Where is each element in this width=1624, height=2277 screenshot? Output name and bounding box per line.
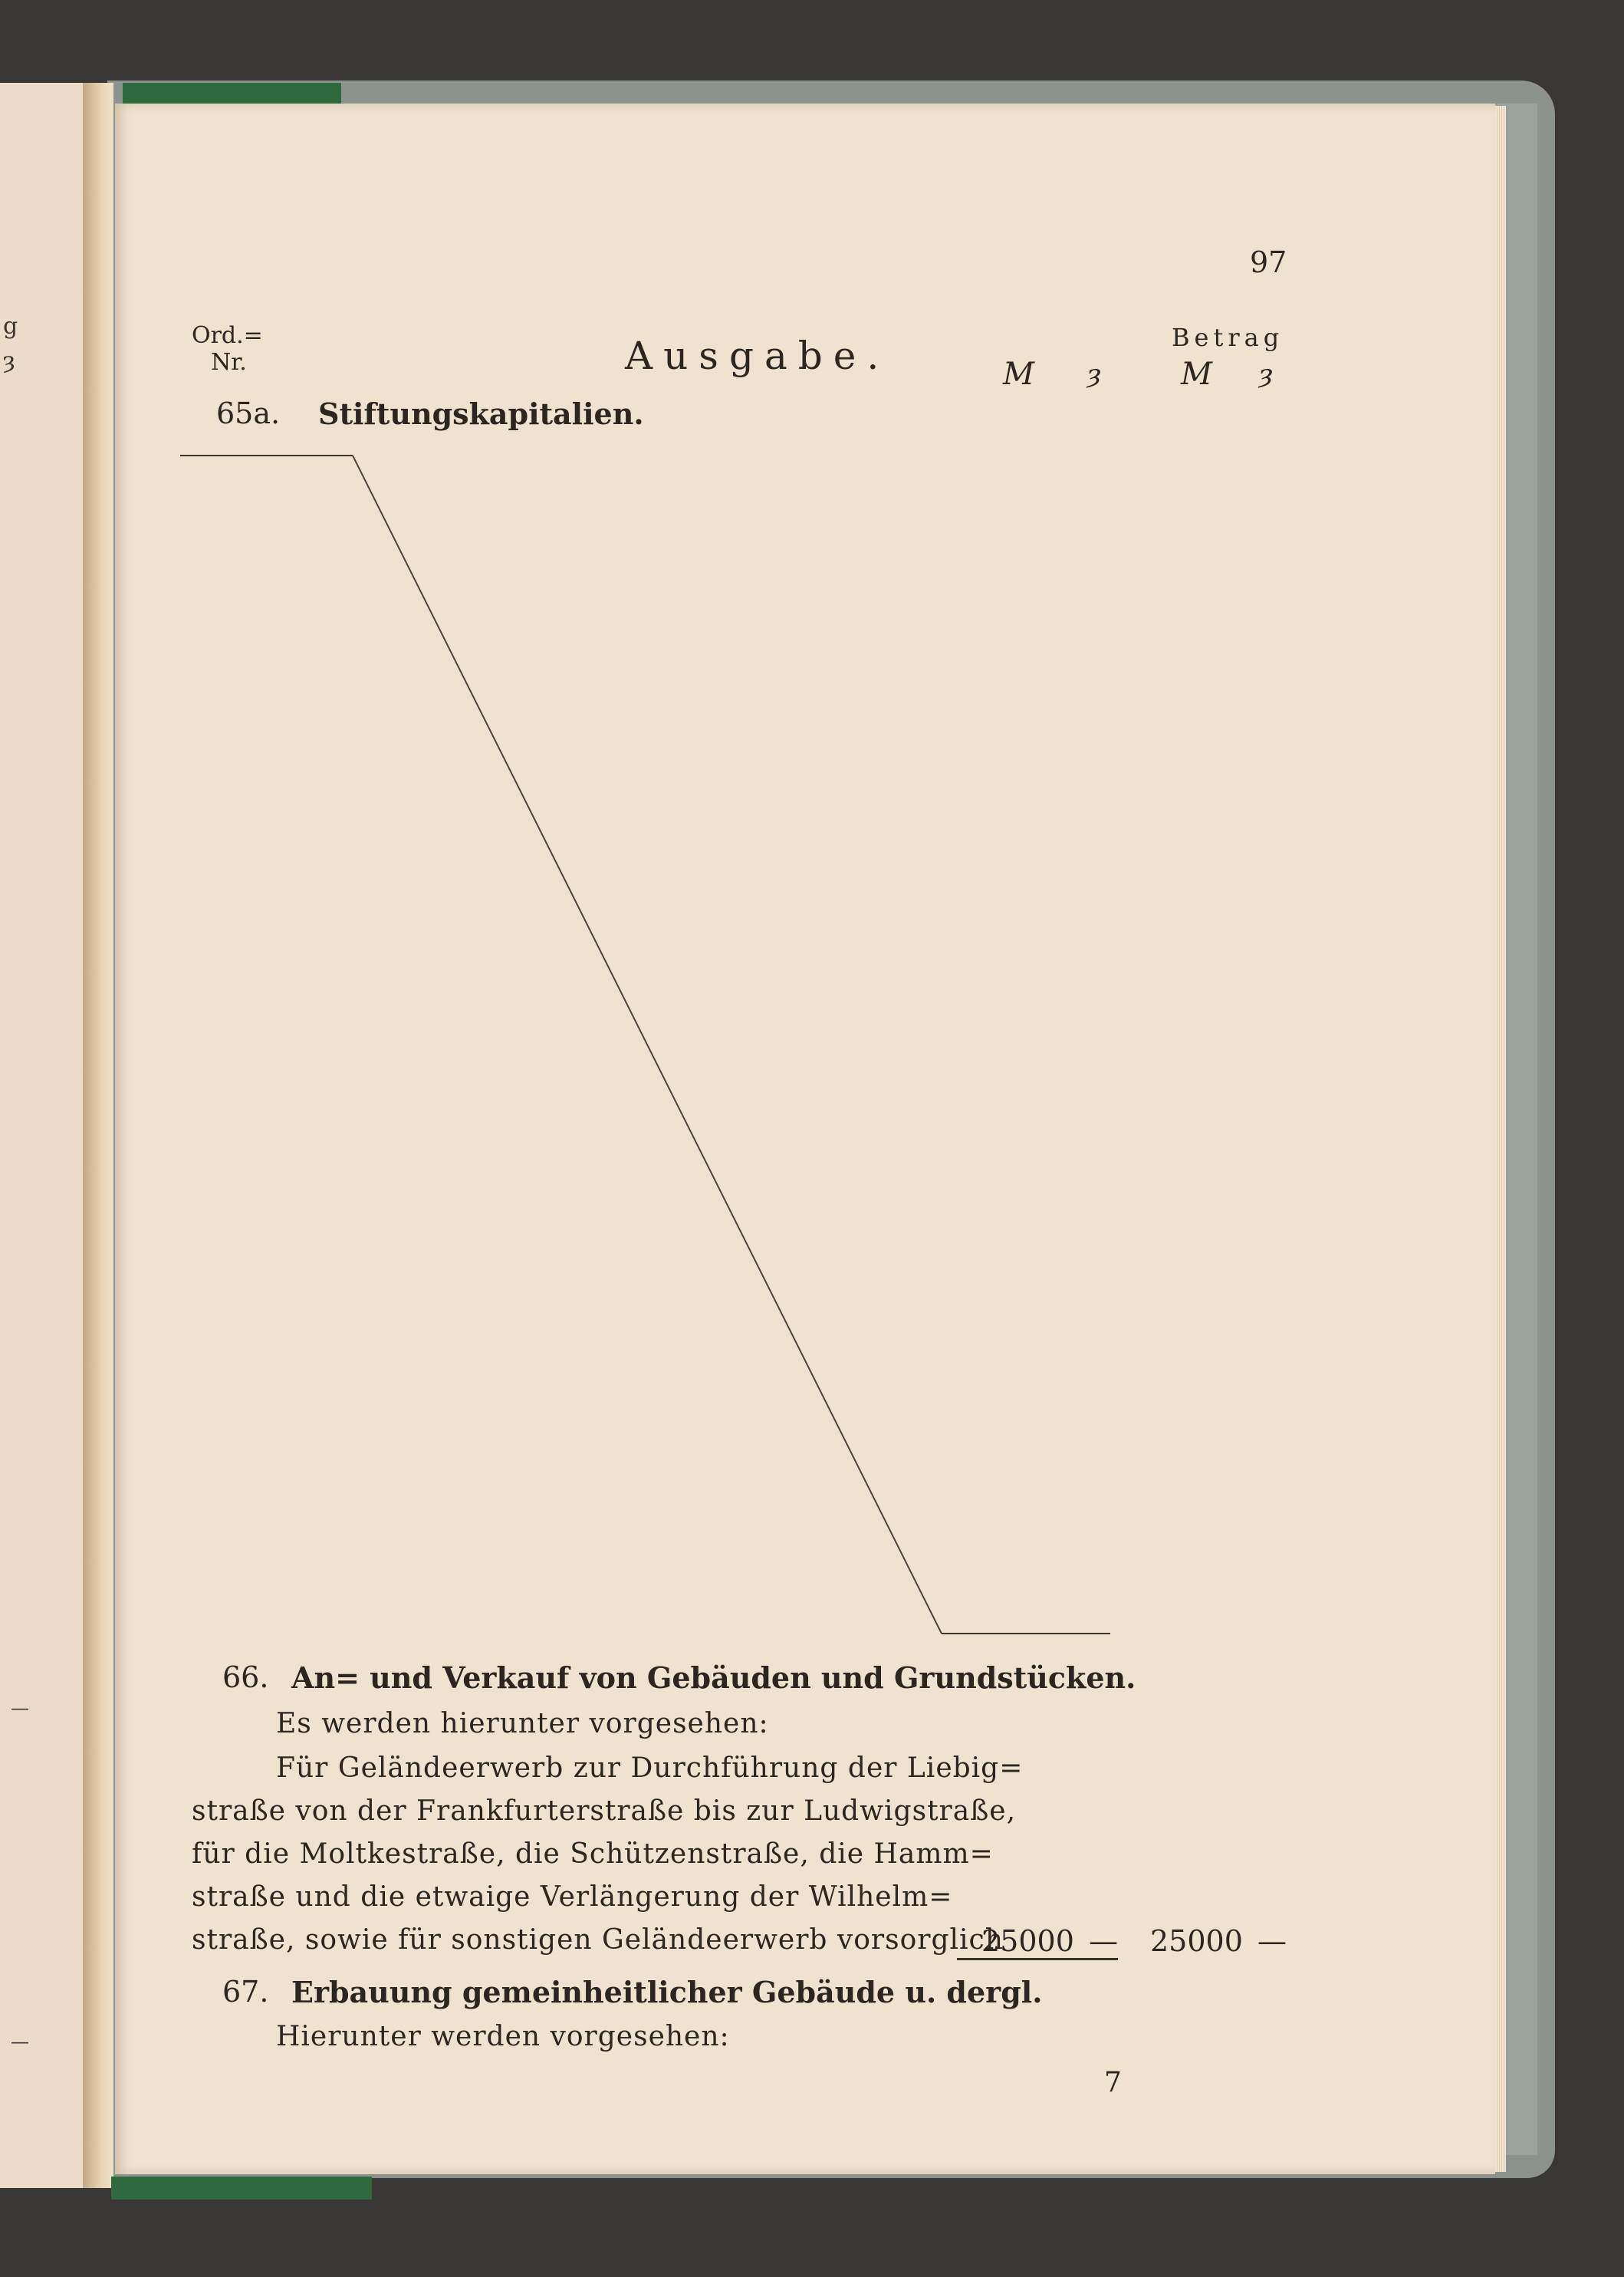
column-header-nr: Nr. <box>211 349 247 376</box>
page-stack-edges <box>1495 106 1506 2172</box>
currency-mark: M <box>1181 357 1212 392</box>
signature-mark: 7 <box>1104 2067 1122 2098</box>
body-line: straße und die etwaige Verlängerung der Wilhelm= <box>192 1881 953 1913</box>
left-page-fragment: g <box>3 313 18 340</box>
entry-number: 66. <box>222 1660 269 1694</box>
entry-number: 65a. <box>216 397 281 430</box>
green-binding-top <box>123 83 341 106</box>
currency-pfennig-mark: ȝ <box>1259 359 1273 390</box>
currency-pfennig-mark: ȝ <box>1087 359 1101 390</box>
left-page-fragment: ȝ <box>3 347 15 374</box>
amount-underline <box>957 1958 1118 1960</box>
column-header-ordnr: Ord.= <box>192 322 263 349</box>
amount-value: 25000 <box>981 1924 1074 1958</box>
left-page-dash: — <box>11 1697 29 1719</box>
page-title: Ausgabe. <box>625 334 890 378</box>
entry-heading: Stiftungskapitalien. <box>318 397 644 431</box>
body-line: Für Geländeerwerb zur Durchführung der Liebig= <box>276 1752 1024 1784</box>
currency-mark: M <box>1003 357 1034 392</box>
entry-intro: Es werden hierunter vorgesehen: <box>276 1708 769 1739</box>
entry-heading: An= und Verkauf von Gebäuden und Grundstücken. <box>291 1660 1136 1695</box>
column-header-betrag: Betrag <box>1172 323 1284 352</box>
page-number: 97 <box>1250 245 1287 279</box>
entry-number: 67. <box>222 1975 269 2009</box>
body-line: für die Moltkestraße, die Schützenstraße, die Hamm= <box>192 1838 994 1870</box>
entry-intro: Hierunter werden vorgesehen: <box>276 2021 730 2052</box>
body-line: straße, sowie für sonstigen Geländeerwerb vorsorglich <box>192 1924 1004 1956</box>
amount-value: 25000 <box>1150 1924 1243 1958</box>
amount-dash: — <box>1089 1924 1118 1958</box>
amount-dash: — <box>1257 1924 1287 1958</box>
left-page-dash: — <box>11 2031 29 2052</box>
green-binding-bottom <box>111 2177 372 2200</box>
book-gutter <box>83 83 113 2188</box>
entry-heading: Erbauung gemeinheitlicher Gebäude u. dergl. <box>291 1975 1043 2009</box>
body-line: straße von der Frankfurterstraße bis zur Ludwigstraße, <box>192 1795 1017 1827</box>
section-rule <box>942 1633 1110 1634</box>
document-page <box>115 104 1495 2174</box>
